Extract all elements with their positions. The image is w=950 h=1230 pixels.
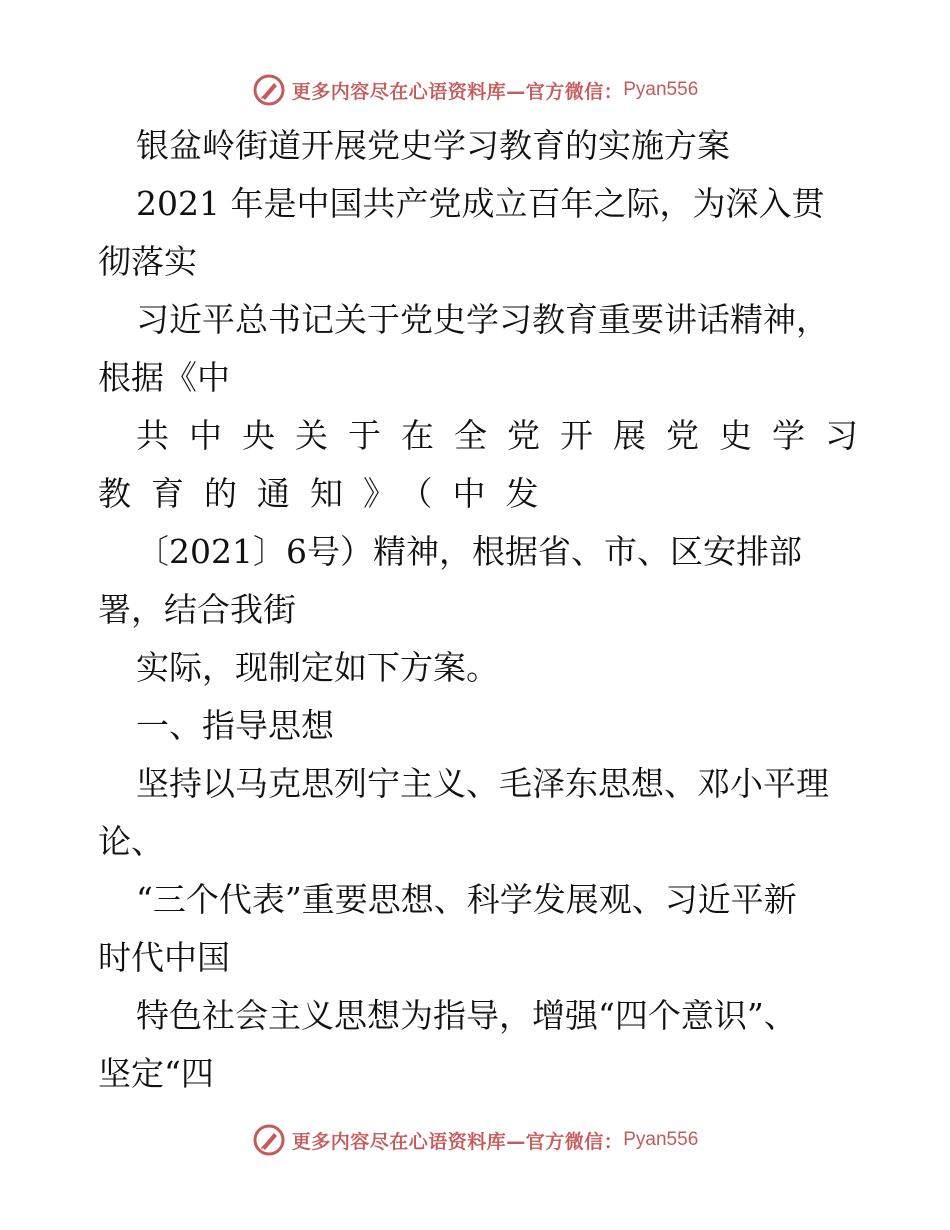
header-watermark bbox=[0, 70, 950, 110]
paragraph-line: 〔2021〕6号）精神，根据省、市、区安排部 bbox=[136, 532, 802, 571]
paragraph-line: 实际，现制定如下方案。 bbox=[136, 648, 499, 687]
paragraph-line: 论、 bbox=[98, 822, 164, 861]
watermark-text: 更多内容尽在心语资料库—官方微信： bbox=[291, 80, 624, 103]
pen-seal-icon bbox=[252, 1123, 286, 1157]
paragraph-line: 彻落实 bbox=[98, 242, 197, 281]
section-heading: 一、指导思想 bbox=[136, 706, 334, 745]
document-body bbox=[98, 117, 888, 1103]
paragraph-line: 习近平总书记关于党史学习教育重要讲话精神， bbox=[136, 300, 829, 339]
paragraph-line: “三个代表”重要思想、科学发展观、习近平新 bbox=[136, 880, 797, 919]
paragraph-line: 署，结合我街 bbox=[98, 590, 296, 629]
paragraph-line: 2021 年是中国共产党成立百年之际，为深入贯 bbox=[136, 184, 825, 223]
paragraph-line: 坚持以马克思列宁主义、毛泽东思想、邓小平理 bbox=[136, 764, 829, 803]
paragraph-line: 时代中国 bbox=[98, 938, 230, 977]
pen-seal-icon bbox=[252, 73, 286, 107]
watermark-text: 更多内容尽在心语资料库—官方微信： bbox=[291, 1130, 624, 1153]
document-title: 银盆岭街道开展党史学习教育的实施方案 bbox=[136, 126, 730, 165]
paragraph-line: 共中央关于在全党开展党史学习 bbox=[136, 416, 878, 455]
paragraph-line: 坚定“四 bbox=[98, 1054, 214, 1093]
watermark-wechat-id: Pyan556 bbox=[623, 79, 699, 100]
paragraph-line: 教育的通知》（中发 bbox=[98, 474, 559, 513]
paragraph-line: 根据《中 bbox=[98, 358, 230, 397]
watermark-wechat-id: Pyan556 bbox=[623, 1129, 699, 1150]
footer-watermark bbox=[0, 1120, 950, 1160]
paragraph-line: 特色社会主义思想为指导，增强“四个意识”、 bbox=[136, 996, 797, 1035]
